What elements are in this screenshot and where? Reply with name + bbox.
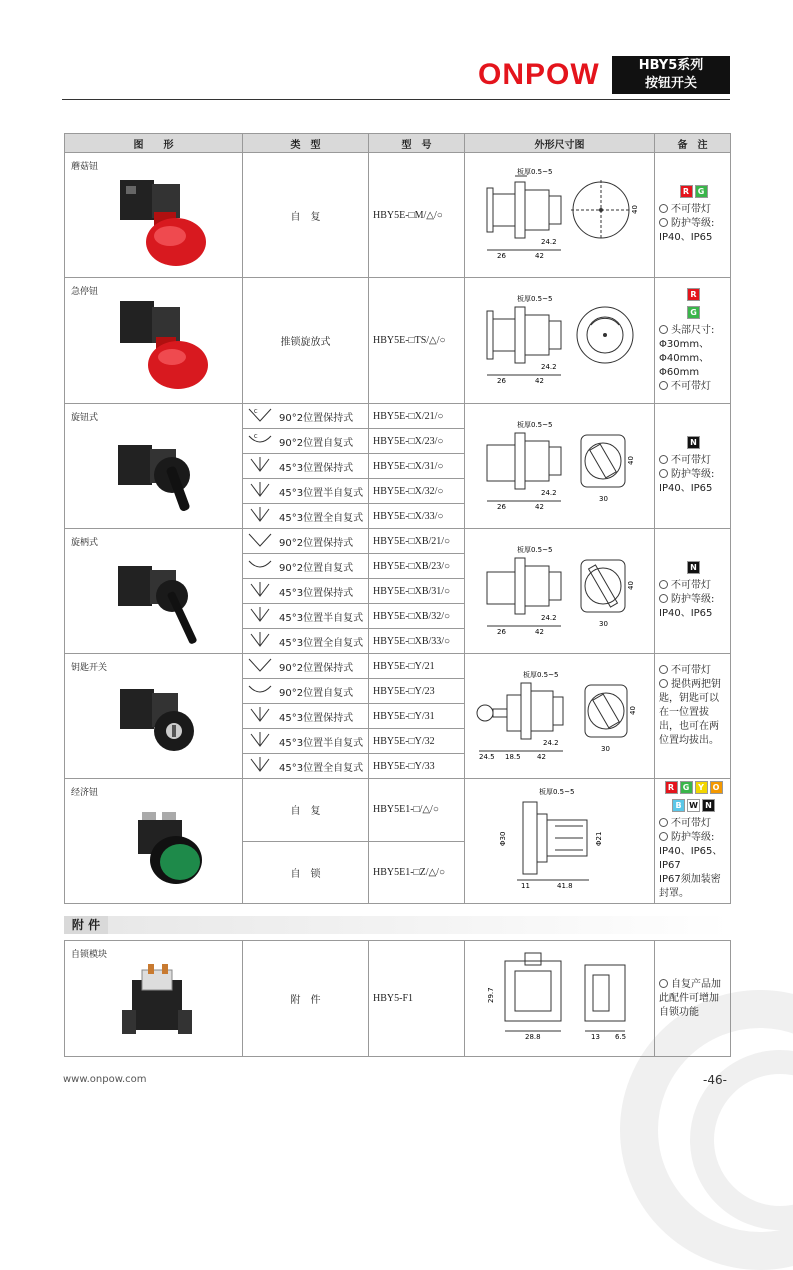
page-number: -46-: [703, 1073, 727, 1087]
svg-text:板厚0.5~5: 板厚0.5~5: [517, 545, 553, 554]
table-row: 自 锁 HBY5E1-□Z/△/○: [65, 841, 731, 904]
switch-90-2pos-return-icon: [245, 680, 275, 702]
switch-45-3pos-full-icon: [245, 630, 275, 652]
economy-button-photo: [102, 798, 212, 894]
switch-90-2pos-return-icon: [245, 430, 275, 452]
emergency-stop-photo: [102, 297, 212, 397]
svg-text:Φ21: Φ21: [595, 831, 603, 846]
product-type: 自 复: [243, 153, 369, 278]
svg-text:30: 30: [599, 494, 608, 503]
switch-45-3pos-icon: [245, 705, 275, 727]
table-row: 蘑菇钮 自 复 HBY5E-□M/△/○ 板厚0.5~5 26 42 24.2 40 R G 不可带灯 防护等级: IP40、IP65: [65, 153, 731, 278]
key-switch-photo: [102, 673, 212, 769]
svg-text:41.8: 41.8: [557, 881, 573, 890]
bullet-icon: [659, 381, 668, 390]
estop-dimension-drawing: [465, 279, 653, 399]
accessory-title: 附 件: [64, 916, 108, 934]
website-link[interactable]: www.onpow.com: [63, 1074, 147, 1085]
key-dimension-drawing: [465, 655, 653, 775]
svg-text:30: 30: [601, 744, 610, 753]
table-row: 45°3位置全自复式 HBY5E-□XB/33/○: [65, 629, 731, 654]
svg-text:板厚0.5~5: 板厚0.5~5: [523, 670, 559, 679]
svg-text:30: 30: [599, 619, 608, 628]
badge-green: G: [695, 185, 708, 198]
svg-text:板厚0.5~5: 板厚0.5~5: [517, 295, 553, 303]
badge-orange: O: [710, 781, 723, 794]
svg-text:板厚0.5~5: 板厚0.5~5: [517, 420, 553, 429]
table-row: 经济钮 自 复 HBY5E1-□/△/○ 板厚0.5~5 Φ30 Φ21 11 41.8 R G Y O B W N 不可带灯 防护等级: IP40、IP65、IP67 IP67须加装密封罩。: [65, 779, 731, 842]
svg-text:24.2: 24.2: [541, 488, 557, 497]
bullet-icon: [659, 469, 668, 478]
badge-green: G: [687, 306, 700, 319]
table-row: 45°3位置半自复式 HBY5E-□X/32/○: [65, 479, 731, 504]
table-row: 旋柄式 90°2位置保持式 HBY5E-□XB/21/○ 板厚0.5~5 26 42 24.2 30 40 N 不可带灯 防护等级: IP40、IP65: [65, 529, 731, 554]
product-model: HBY5-F1: [369, 941, 465, 1057]
product-name: 急停钮: [71, 287, 99, 297]
svg-text:24.2: 24.2: [541, 613, 557, 622]
svg-text:26: 26: [497, 502, 506, 511]
color-badges: [659, 185, 728, 199]
switch-45-3pos-full-icon: [245, 755, 275, 777]
switch-45-3pos-half-icon: [245, 480, 275, 502]
badge-yellow: Y: [695, 781, 708, 794]
product-type: 附 件: [243, 941, 369, 1057]
switch-90-2pos-icon: [245, 530, 275, 552]
dim-plate: 板厚0.5~5: [517, 167, 553, 176]
bullet-icon: [659, 580, 668, 589]
bullet-icon: [659, 818, 668, 827]
selector-knob-photo: [102, 423, 212, 523]
svg-text:11: 11: [521, 881, 530, 890]
bullet-icon: [659, 325, 668, 334]
bullet-icon: [659, 594, 668, 603]
lever-handle-photo: [102, 548, 212, 648]
table-row: 45°3位置全自复式 HBY5E-□Y/33: [65, 754, 731, 779]
product-name: 经济钮: [71, 788, 99, 798]
table-row: 旋钮式 C 90°2位置保持式 HBY5E-□X/21/○ 板厚0.5~5 26 42 24.2 30 40 N 不可带灯 防护等级: IP40、IP65: [65, 404, 731, 429]
bullet-icon: [659, 979, 668, 988]
badge-black: N: [687, 436, 700, 449]
bullet-icon: [659, 455, 668, 464]
table-row: 钥匙开关 90°2位置保持式 HBY5E-□Y/21 板厚0.5~5 24.5 18.5 42 24.2 30 40 不可带灯 提供两把钥匙，钥匙可以在一位置拔出，也可在两位置均拔出。: [65, 654, 731, 679]
table-header: [65, 134, 731, 153]
lever-dimension-drawing: [465, 530, 653, 650]
switch-45-3pos-half-icon: [245, 730, 275, 752]
product-type: 推锁旋放式: [243, 278, 369, 404]
svg-text:18.5: 18.5: [505, 752, 521, 761]
switch-45-3pos-icon: [245, 580, 275, 602]
product-model: HBY5E-□M/△/○: [369, 153, 465, 278]
svg-text:42: 42: [535, 377, 544, 385]
table-row: 45°3位置半自复式 HBY5E-□XB/32/○: [65, 604, 731, 629]
table-row: 90°2位置自复式 HBY5E-□XB/23/○: [65, 554, 731, 579]
svg-text:24.2: 24.2: [543, 738, 559, 747]
badge-white: W: [687, 799, 700, 812]
col-model: 型 号: [369, 134, 465, 153]
svg-text:24.2: 24.2: [541, 237, 557, 246]
accessory-table: [64, 940, 731, 1057]
col-type: 类 型: [243, 134, 369, 153]
product-name: 蘑菇钮: [71, 162, 99, 172]
svg-text:42: 42: [535, 502, 544, 511]
svg-text:42: 42: [535, 627, 544, 636]
brand-logo: ONPOW: [478, 58, 600, 91]
badge-green: G: [680, 781, 693, 794]
svg-text:26: 26: [497, 627, 506, 636]
accessory-bar: [108, 916, 730, 934]
svg-text:40: 40: [627, 455, 635, 465]
table-row: 90°2位置自复式 HBY5E-□Y/23: [65, 679, 731, 704]
product-model: HBY5E-□X/21/○: [369, 404, 465, 429]
switch-type: 90°2位置保持式: [279, 412, 354, 424]
product-table: [64, 133, 731, 904]
badge-red: R: [687, 288, 700, 301]
switch-45-3pos-icon: [245, 455, 275, 477]
svg-text:26: 26: [497, 377, 506, 385]
switch-45-3pos-half-icon: [245, 605, 275, 627]
product-name: 旋柄式: [71, 538, 99, 548]
table-row: 45°3位置保持式 HBY5E-□XB/31/○: [65, 579, 731, 604]
svg-text:40: 40: [627, 580, 635, 590]
table-row: 急停钮 推锁旋放式 HBY5E-□TS/△/○ 板厚0.5~5 26 42 24.2 R G 头部尺寸: Φ30mm、Φ40mm、Φ60mm 不可带灯: [65, 278, 731, 404]
product-model: HBY5E-□TS/△/○: [369, 278, 465, 404]
switch-90-2pos-return-icon: [245, 555, 275, 577]
svg-text:24.5: 24.5: [479, 752, 495, 761]
table-row: C 90°2位置自复式 HBY5E-□X/23/○: [65, 429, 731, 454]
svg-text:C: C: [254, 409, 258, 415]
series-name: HBY5系列: [638, 58, 704, 73]
svg-text:40: 40: [629, 705, 637, 715]
svg-text:40: 40: [631, 204, 639, 214]
col-note: 备 注: [655, 134, 731, 153]
badge-blue: B: [672, 799, 685, 812]
badge-red: R: [665, 781, 678, 794]
product-name: 自锁模块: [71, 950, 108, 960]
svg-text:24.2: 24.2: [541, 363, 557, 371]
selector-dimension-drawing: [465, 405, 653, 525]
bullet-icon: [659, 218, 668, 227]
svg-text:28.8: 28.8: [525, 1033, 541, 1041]
svg-text:42: 42: [535, 251, 544, 260]
mushroom-dimension-drawing: [465, 154, 653, 274]
col-figure: 图 形: [65, 134, 243, 153]
switch-90-2pos-icon: [245, 655, 275, 677]
self-lock-module-photo: [102, 960, 212, 1050]
product-name: 钥匙开关: [71, 663, 108, 673]
table-row: 45°3位置保持式 HBY5E-□Y/31: [65, 704, 731, 729]
svg-text:42: 42: [537, 752, 546, 761]
table-row: 45°3位置保持式 HBY5E-□X/31/○: [65, 454, 731, 479]
bullet-icon: [659, 204, 668, 213]
badge-red: R: [680, 185, 693, 198]
table-row: 自锁模块 附 件 HBY5-F1 29.7 28.8 13 6.5 自复产品加此配件可增加自锁功能: [65, 941, 731, 1057]
product-name: 旋钮式: [71, 413, 99, 423]
series-title: [612, 56, 730, 94]
col-dimension: 外形尺寸图: [465, 134, 655, 153]
svg-text:29.7: 29.7: [487, 987, 495, 1003]
bullet-icon: [659, 679, 668, 688]
switch-90-2pos-icon: [245, 405, 275, 427]
module-dimension-drawing: [465, 941, 653, 1053]
switch-45-3pos-full-icon: [245, 505, 275, 527]
economy-dimension-drawing: [465, 780, 653, 900]
svg-text:Φ30: Φ30: [499, 831, 507, 846]
header-rule: [62, 99, 730, 100]
bullet-icon: [659, 832, 668, 841]
svg-text:13: 13: [591, 1033, 600, 1041]
svg-text:板厚0.5~5: 板厚0.5~5: [539, 787, 575, 796]
svg-text:6.5: 6.5: [615, 1033, 627, 1041]
badge-black: N: [702, 799, 715, 812]
bullet-icon: [659, 665, 668, 674]
product-name: 按钮开关: [644, 76, 697, 91]
svg-text:C: C: [254, 434, 258, 440]
table-row: 45°3位置全自复式 HBY5E-□X/33/○: [65, 504, 731, 529]
svg-text:26: 26: [497, 251, 506, 260]
table-row: 45°3位置半自复式 HBY5E-□Y/32: [65, 729, 731, 754]
badge-black: N: [687, 561, 700, 574]
mushroom-button-photo: [102, 172, 212, 272]
